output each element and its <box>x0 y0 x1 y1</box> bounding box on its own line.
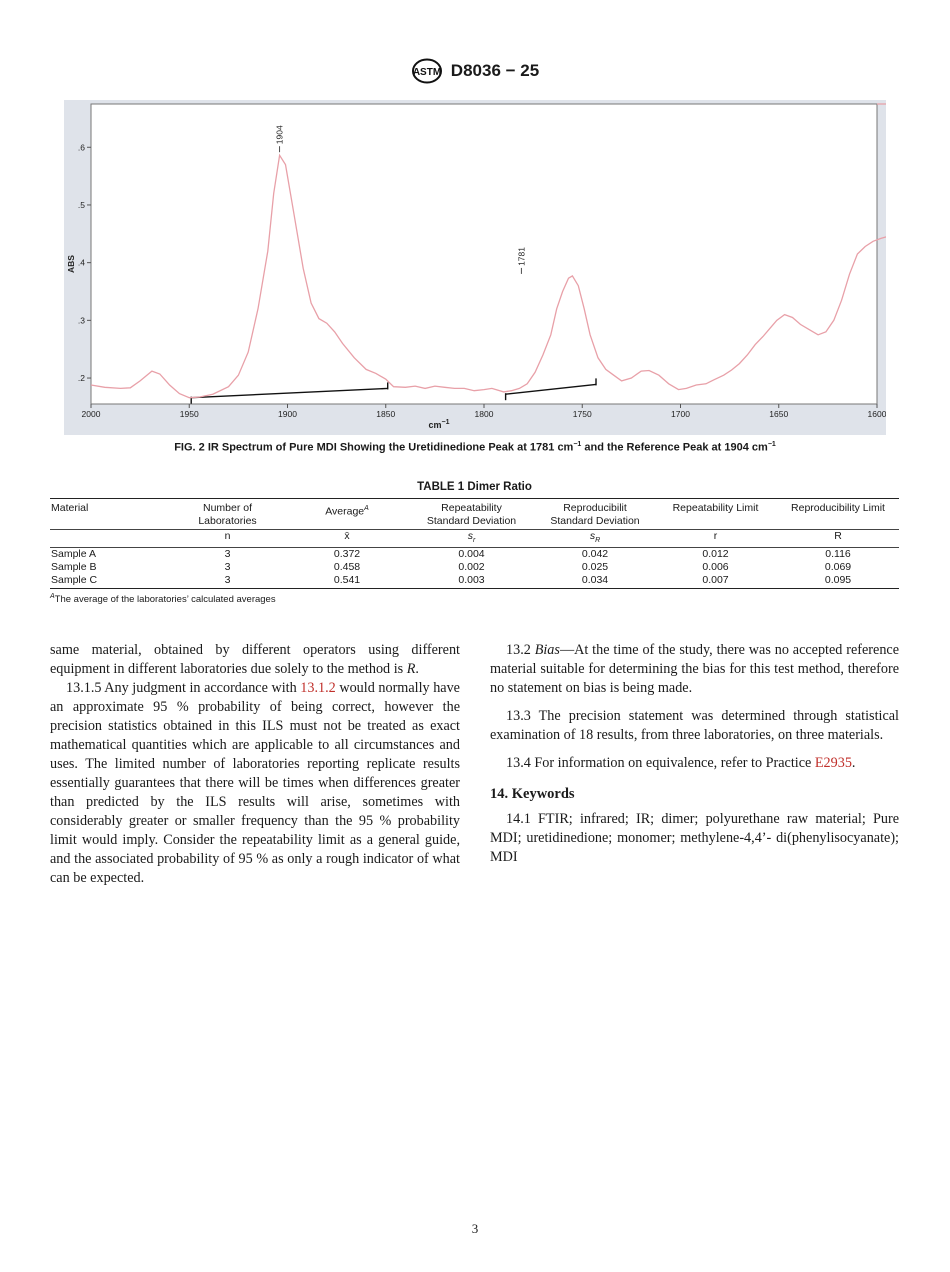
paragraph-14-1: 14.1 FTIR; infrared; IR; dimer; polyurethane raw material; Pure MDI; uretidinedione; monomer; methylene-4,4’- di(phenylisocyanate); MDI <box>490 811 899 865</box>
cell-sr: 0.002 <box>458 561 485 574</box>
x-tick-label: 1650 <box>769 409 789 419</box>
paragraph-continued: same material, obtained by different operators using different equipment in different laboratories due solely to the method is R. <box>50 642 460 677</box>
figure-caption <box>40 441 910 454</box>
cell-labs: 3 <box>224 548 231 561</box>
y-tick-label: .5 <box>77 199 85 210</box>
paragraph-13-2: 13.2 Bias—At the time of the study, there was no accepted reference material suitable for determining the bias for this test method, therefore no statement on bias is being made. <box>490 642 900 696</box>
symbol-sr: $s_r$ <box>407 530 536 548</box>
header-number-of-laboratories: Number of Laboratories <box>168 499 287 530</box>
table-title: TABLE 1 Dimer Ratio <box>417 481 532 493</box>
figure-caption-sup2: −1 <box>767 441 776 448</box>
page-header <box>0 56 950 86</box>
symbol-material <box>50 530 168 548</box>
plot-area <box>91 104 877 404</box>
table-footnote: $^A$The average of the laboratories’ calculated averages <box>50 593 276 606</box>
peak-label: 1904 <box>274 125 285 145</box>
header-reproducibility-sd: Reproducibilit Standard Deviation <box>536 499 654 530</box>
x-tick-label: 2000 <box>81 409 101 419</box>
x-tick-label: 1750 <box>572 409 592 419</box>
header-average: Average$^A$ <box>287 499 407 530</box>
x-axis-label: $cm^{-1}$ <box>428 419 450 430</box>
cell-material: Sample A <box>51 548 96 561</box>
header-repeatability-sd: Repeatability Standard Deviation <box>407 499 536 530</box>
x-tick-label: 1600 <box>867 409 886 419</box>
section-heading-keywords: 14. Keywords <box>490 786 575 802</box>
figure-caption-mid: and the Reference Peak at 1904 cm <box>581 441 768 454</box>
ir-spectrum-figure <box>64 100 886 435</box>
cell-material: Sample C <box>50 574 168 589</box>
symbol-sR: $s_R$ <box>536 530 654 548</box>
cell-R: 0.116 <box>825 548 851 561</box>
symbol-r: r <box>654 530 777 548</box>
peak-label: 1781 <box>516 247 527 266</box>
y-tick-label: .3 <box>77 315 85 326</box>
cell-r: 0.006 <box>702 561 729 574</box>
cell-sR: 0.034 <box>536 574 654 589</box>
link-e2935[interactable]: E2935 <box>814 755 852 771</box>
cell-average: 0.541 <box>287 574 407 589</box>
page-number: 3 <box>471 1221 479 1236</box>
header-repeatability-limit: Repeatability Limit <box>654 499 777 530</box>
cell-sr: 0.004 <box>458 548 485 561</box>
table-row <box>50 548 899 562</box>
y-axis-label: ABS <box>66 255 76 273</box>
symbol-R: R <box>777 530 899 548</box>
cell-sR: 0.042 <box>581 548 609 561</box>
table-header-row <box>50 499 899 530</box>
cell-r: 0.012 <box>702 548 729 561</box>
left-column <box>50 641 460 888</box>
cell-r: 0.007 <box>654 574 777 589</box>
dimer-ratio-table <box>50 498 899 589</box>
cell-average: 0.458 <box>333 561 361 574</box>
astm-logo <box>411 58 443 84</box>
y-tick-label: .6 <box>77 142 85 153</box>
paragraph-13-4: 13.4 For information on equivalence, refer to Practice E2935. <box>506 755 856 771</box>
table-row <box>50 561 899 574</box>
x-tick-label: 1850 <box>376 409 396 419</box>
link-13-1-2[interactable]: 13.1.2 <box>300 680 336 696</box>
cell-labs: 3 <box>224 561 231 574</box>
document-designation: D8036 − 25 <box>450 61 540 80</box>
ir-spectrum-chart <box>64 100 886 435</box>
cell-R: 0.069 <box>824 561 852 574</box>
cell-R: 0.095 <box>777 574 899 589</box>
paragraph-13-1-5: 13.1.5 Any judgment in accordance with 13.1.2 would normally have an approximate 95 % probability of being correct, however the precision statistics obtained in this ILS must not be treated as exact mathematical quantities which are applicable to all circumstances and uses. The limited number of laboratories reporting replicate results essentially guarantees that there will be times when differences greater than predicted by the ILS results will arise, sometimes with considerably greater or smaller frequency than the 95 % probability limit would imply. Consider the repeatability limit as a general guide, and the associated probability of 95 % as only a rough indicator of what can be expected. <box>50 680 460 886</box>
astm-logo-text: ASTM <box>412 67 441 78</box>
figure-caption-sup1: −1 <box>573 441 582 448</box>
x-tick-label: 1800 <box>474 409 494 419</box>
header-reproducibility-limit: Reproducibility Limit <box>777 499 899 530</box>
y-tick-label: .4 <box>77 257 85 268</box>
table-row <box>50 574 899 589</box>
right-column <box>490 641 899 867</box>
x-tick-label: 1950 <box>179 409 199 419</box>
y-tick-label: .2 <box>77 373 85 384</box>
cell-material: Sample B <box>51 561 97 574</box>
figure-caption-text: IR Spectrum of Pure MDI Showing the Uretidinedione Peak at 1781 cm <box>207 441 574 454</box>
x-tick-label: 1700 <box>671 409 690 419</box>
cell-average: 0.372 <box>333 548 361 561</box>
cell-labs: 3 <box>168 574 287 589</box>
symbol-n: n <box>168 530 287 548</box>
header-material: Material <box>50 499 168 530</box>
figure-caption-prefix: FIG. 2 <box>174 441 205 454</box>
paragraph-13-3: 13.3 The precision statement was determined through statistical examination of 18 results, from three laboratories, on three materials. <box>490 708 899 743</box>
cell-sR: 0.025 <box>581 561 609 574</box>
table-symbol-row <box>50 530 899 548</box>
x-tick-label: 1900 <box>278 409 297 419</box>
symbol-xbar: x̄ <box>287 530 407 548</box>
cell-sr: 0.003 <box>407 574 536 589</box>
